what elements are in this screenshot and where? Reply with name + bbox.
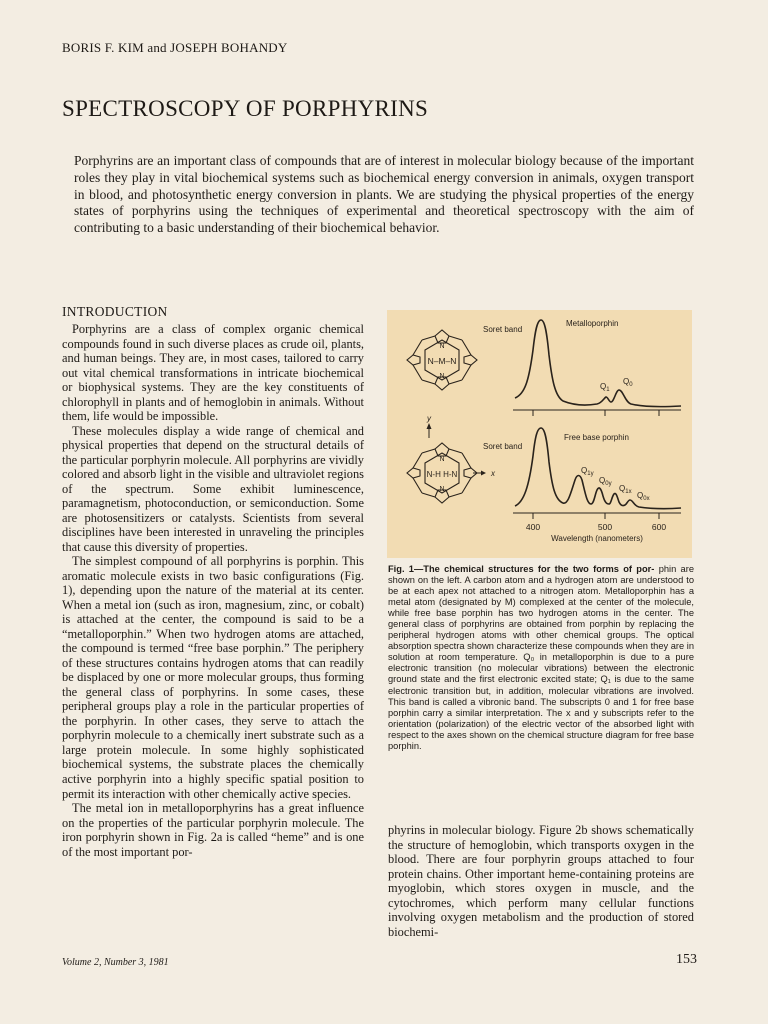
- journal-footer: Volume 2, Number 3, 1981: [62, 957, 169, 968]
- caption-title: Fig. 1—The chemical structures for the two forms of por-: [388, 564, 655, 574]
- q1-label: $Q_1$: [600, 382, 610, 393]
- soret-band-label: Soret band: [483, 325, 523, 334]
- q0y-label: $Q_{0y}$: [599, 476, 612, 487]
- q1x-label: $Q_{1x}$: [619, 484, 632, 495]
- abstract: [74, 153, 694, 237]
- free-base-porphin-label: Free base porphin: [564, 433, 629, 442]
- n-label: N: [439, 456, 445, 463]
- x-axis-title: Wavelength (nanometers): [551, 534, 643, 543]
- soret-band-label: Soret band: [483, 442, 523, 451]
- paragraph: These molecules display a wide range of chemical and physical properties that depend on the structural details of the particular porphyrin molecule. All porphyrins are vividly colored and absorb light in the visible and ultraviolet regions of the spectrum. Some exhibit luminescence, paramagnetism, photoconduction, or semiconduction. Some are photosensitizers or catalysts. Scientists from several disciplines have been interested in unraveling the principles that cause this diversity of properties.: [62, 423, 364, 554]
- metallo-core-label: N–M–N: [427, 356, 457, 366]
- y-axis-arrowhead: [427, 423, 432, 429]
- n-label: N: [439, 373, 445, 380]
- figure-caption: [388, 564, 694, 752]
- paragraph: The metal ion in metalloporphyrins has a great influence on the properties of the particular porphyrin molecule. The iron porphyrin shown in Fig. 2a is called “heme” and is one of the most important por-: [62, 801, 364, 859]
- article-title: SPECTROSCOPY OF PORPHYRINS: [62, 96, 429, 121]
- left-column: [62, 322, 364, 859]
- paragraph: Porphyrins are a class of complex organic chemical compounds found in such diverse places as crude oil, plants, and human beings. They are, in most cases, tailored to carry out vital chemical transformations in intricate biochemical or biophysical systems. They are the key constituents of chlorophyll in plants and of hemoglobin in animals. Without them, life would be impossible.: [62, 322, 364, 424]
- figure-1: [387, 310, 692, 558]
- paragraph: phyrins in molecular biology. Figure 2b shows schematically the structure of hemoglobin, which transports oxygen in the blood. There are four porphyrin groups attached to four protein chains. Other important heme-containing proteins are myoglobin, which stores oxygen in muscle, and the cytochromes, which perform many cellular functions involving oxygen metabolism and the production of stored biochemi-: [388, 823, 694, 939]
- section-heading-introduction: INTRODUCTION: [62, 304, 168, 319]
- abstract-text: Porphyrins are an important class of compounds that are of interest in molecular biology because of the important roles they play in vital biochemical systems such as biochemical energy conversion in animals, oxygen transport in blood, and photosynthetic energy conversion in plants. We are studying the physical properties of the energy states of porphyrins using the techniques of experimental and theoretical spectroscopy with the aim of contributing to a basic understanding of their biochemical behavior.: [74, 153, 694, 236]
- x-axis-label: x: [491, 469, 495, 478]
- caption-text: phin are shown on the left. A carbon atom and a hydrogen atom are understood to be at each apex not attached to a nitrogen atom. Metalloporphin has a metal atom (designated by M) complexed at the center of the molecule, while free base porphin has two hydrogen atoms in the center. The general class of porphyrins are obtained from porphin by replacing the peripheral hydrogen atoms with other chemical groups. The optical absorption spectra shown characterize these compounds when they are in solution at room temperature. Q₀ in metalloporphin is due to a pure electronic transition (no molecular vibrations) between the electronic ground state and the first electronic excited state; Q₁ is due to the same electronic transition but, in addition, molecular vibrations are involved. This band is called a vibronic band. The subscripts 0 and 1 for free base porphin carry a similar interpretation. The x and y subscripts refer to the orientation (polarization) of the electric vector of the absorbed light with respect to the axes shown on the chemical structure diagram for free base porphin.: [388, 564, 694, 751]
- x-axis-arrowhead: [481, 471, 486, 476]
- n-label: N: [439, 486, 445, 493]
- right-column: [388, 823, 694, 939]
- q0-label: $Q_0$: [623, 377, 633, 388]
- page-number: 153: [676, 952, 697, 967]
- freebase-core-label: N-H H-N: [426, 470, 458, 479]
- q0x-label: $Q_{0x}$: [637, 491, 650, 502]
- y-axis-label: y: [427, 414, 431, 423]
- figure-1-drawing: [387, 310, 692, 558]
- metalloporphin-label: Metalloporphin: [566, 319, 619, 328]
- paragraph: The simplest compound of all porphyrins is porphin. This aromatic molecule exists in two basic configurations (Fig. 1), depending upon the nature of the material at its center. When a metal ion (such as iron, magnesium, zinc, or cobalt) is attached at the center, the compound is said to be a “metalloporphin.” When two hydrogen atoms are attached, the compound is termed “free base porphin.” The periphery of these structures contains hydrogen atoms that can readily be displaced by one or more molecular groups, thus forming the general class of porphyrins. In some cases, these peripheral groups play a role in the particular properties of the porphyrin. In other cases, they serve to attach the porphyrin molecule to a chemically inert substrate such as a large protein molecule. In some highly sophisticated biochemical systems, the substrate places the chemically active porphyrin into a highly specific spatial position to permit its interaction with other chemically active species.: [62, 554, 364, 801]
- tick-label: 500: [597, 522, 613, 532]
- metallo-spectrum-curve: [515, 320, 681, 407]
- author-line: BORIS F. KIM and JOSEPH BOHANDY: [62, 40, 288, 55]
- tick-label: 600: [651, 522, 667, 532]
- q1y-label: $Q_{1y}$: [581, 466, 594, 477]
- tick-label: 400: [525, 522, 541, 532]
- n-label: N: [439, 343, 445, 350]
